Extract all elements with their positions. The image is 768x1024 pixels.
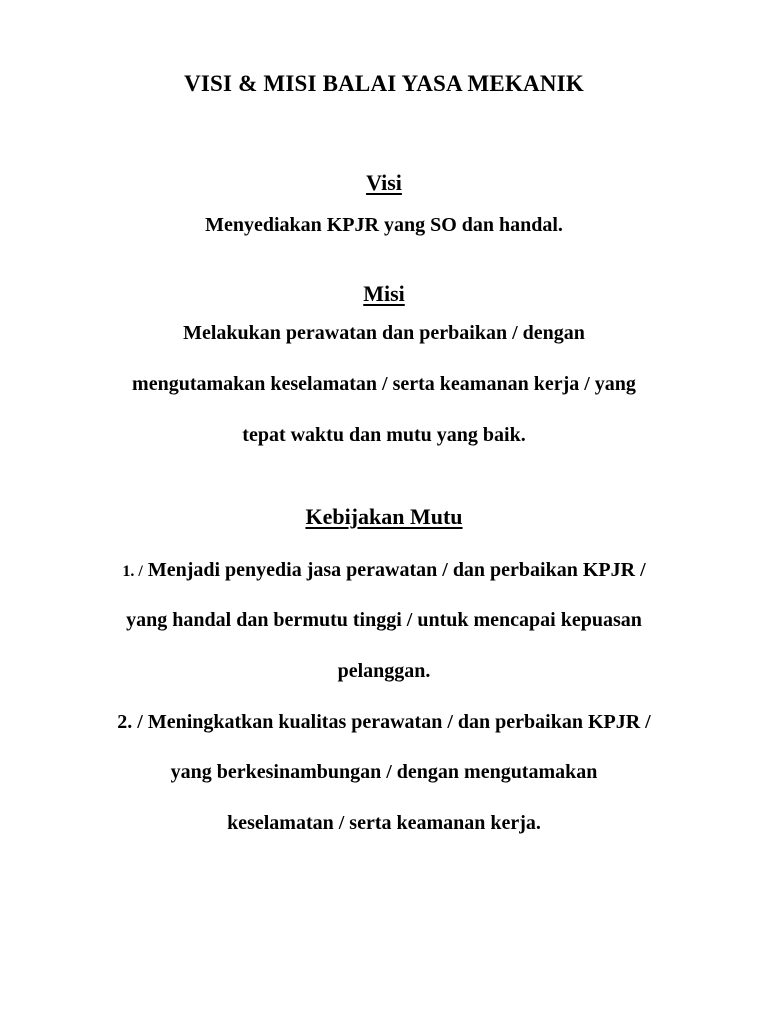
- kebijakan-item-1-line-1: [0, 560, 768, 580]
- visi-text: Menyediakan KPJR yang SO dan handal.: [205, 214, 563, 236]
- kebijakan-item-1-line-2: yang handal dan bermutu tinggi / untuk mencapai kepuasan: [126, 609, 642, 631]
- kebijakan-mutu-heading-text: Kebijakan Mutu: [305, 504, 463, 529]
- kebijakan-item-1-number: 1. /: [122, 563, 143, 580]
- kebijakan-item-2-line-2: yang berkesinambungan / dengan mengutamakan: [170, 761, 598, 783]
- kebijakan-item-2-text-1: Meningkatkan kualitas perawatan / dan perbaikan KPJR /: [147, 711, 651, 733]
- misi-line-2: mengutamakan keselamatan / serta keamanan kerja / yang: [132, 373, 636, 395]
- document-title: VISI & MISI BALAI YASA MEKANIK: [184, 71, 584, 96]
- visi-heading-text: Visi: [366, 170, 402, 195]
- misi-line-3: tepat waktu dan mutu yang baik.: [242, 424, 526, 446]
- visi-heading: [0, 172, 768, 194]
- kebijakan-item-2-line-3: keselamatan / serta keamanan kerja.: [227, 812, 541, 834]
- kebijakan-item-2-number: 2. /: [117, 711, 143, 733]
- kebijakan-item-1-line-3: pelanggan.: [337, 660, 431, 682]
- misi-line-1: Melakukan perawatan dan perbaikan / dengan: [183, 322, 585, 344]
- misi-heading-text: Misi: [363, 281, 405, 306]
- misi-heading: [0, 283, 768, 305]
- kebijakan-mutu-heading: [0, 506, 768, 528]
- kebijakan-item-1-text-1: Menjadi penyedia jasa perawatan / dan perbaikan KPJR /: [147, 559, 646, 581]
- kebijakan-item-2-line-1: [0, 712, 768, 732]
